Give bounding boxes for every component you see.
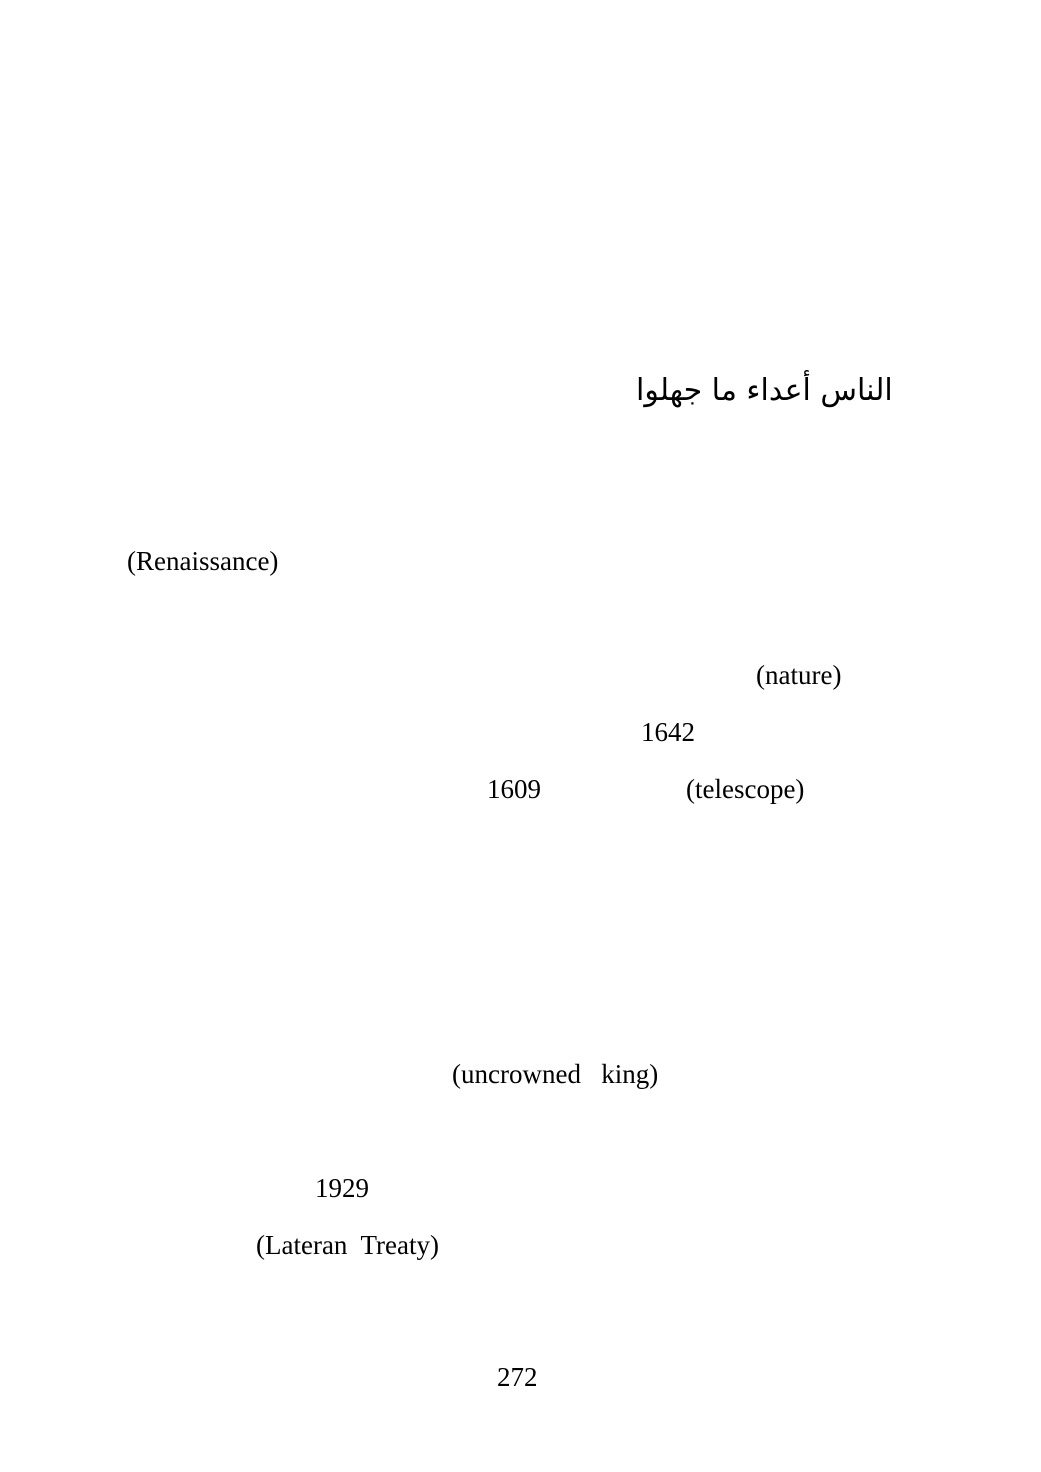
arabic-heading: الناس أعداء ما جهلوا (636, 373, 893, 408)
term-telescope: (telescope) (686, 774, 805, 804)
term-lateran-treaty: (Lateran Treaty) (256, 1230, 439, 1260)
term-renaissance: (Renaissance) (127, 546, 279, 576)
year-1609: 1609 (487, 774, 541, 804)
term-nature: (nature) (756, 660, 842, 690)
page-number: 272 (497, 1362, 538, 1392)
year-1642: 1642 (641, 717, 695, 747)
term-uncrowned-king: (uncrowned king) (452, 1059, 659, 1089)
year-1929: 1929 (315, 1173, 369, 1203)
